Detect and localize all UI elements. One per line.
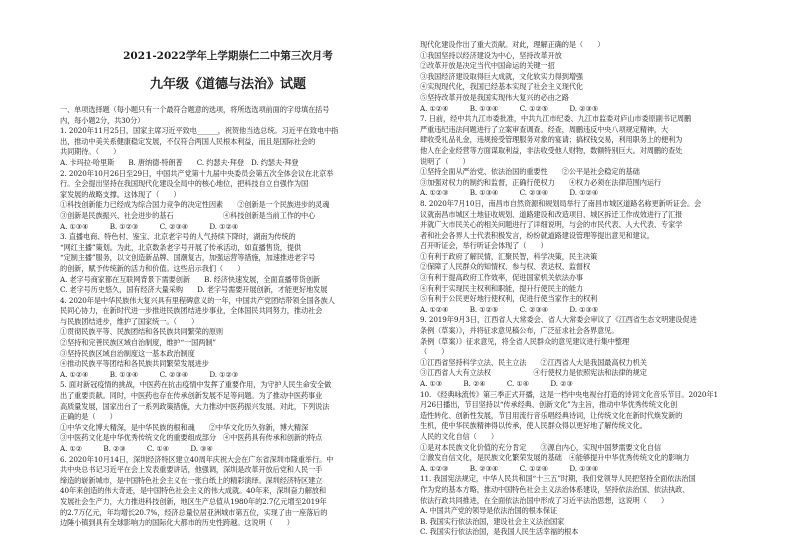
text-line: 作为党的基本方略，推动中国特色社会主义法治体系建设，坚持依法治国、依法执政、 [420, 484, 690, 494]
text-line: A. 卡玛拉·哈里斯 B. 唐纳德·特朗普 C. 约瑟夫·拜登 D. 约瑟夫·拜登 [60, 157, 299, 167]
text-line: A. 中国共产党的领导是依法治国的根本保证 [420, 506, 558, 516]
text-line: 的2.7万亿元，年均增长20.7%，经济总量位居亚洲城市第五位，实现了由一座落后的 [60, 507, 328, 517]
text-line: ③我国经济建设取得巨大成就，文化软实力得到增强 [420, 71, 584, 81]
text-line: 11. 我国宪法规定，中华人民共和国“十三五”时期，我们党领导人民把坚持全面依法治国 [420, 474, 696, 484]
text-line: 5. 面对新冠疫情的挑战，中医药在抗击疫情中发挥了重要作用，为守护人民生命安全做 [60, 380, 332, 390]
text-line: ③中医药文化是中华优秀传统文化的重要组成部分 ④中医药具有传承和创新的特点 [60, 433, 323, 443]
text-line: A. ①②④ B. ①②⑤ C. ②③④ D. ①③⑤ [420, 304, 599, 314]
text-line: ①是对本民族文化价值的充分肯定 ③源自内心，实现中国梦需要文化自信 [420, 442, 661, 452]
text-line: 他人在企业经营等方面谋取利益，非法收受他人财物，数额特别巨大。对周鹏的查处 [420, 145, 683, 155]
text-line: ⑤有利于公民更好地行使权利，促进行使当家作主的权利 [420, 294, 598, 304]
text-line: “定制主播”服务，以文创造新品牌、国潮复古，加强运营等措施，加速推进老字号 [60, 253, 316, 263]
text-line: 缔造的崭新城市，是中国特色社会主义在一张白纸上的精彩演绎。深圳经济特区建立 [60, 475, 323, 485]
text-line: A. ①②④ B. ①③④ C. ①②⑤ D. ②③⑤ [420, 103, 599, 113]
text-line: ②改革开放是决定当代中国命运的关键一招 [420, 61, 555, 71]
text-line: 出，推动中美关系健康稳定发展，不仅符合两国人民根本利益，而且是国际社会的 [60, 136, 316, 146]
text-line: 肆收受礼品礼金，违规接受管理服务对象的宴请；搞权钱交易，利用职务上的便利为 [420, 135, 683, 145]
text-line: 共同期待。（ ） [60, 147, 121, 157]
text-line: ④实现现代化，我国已经基本实现了社会主义现代化 [420, 82, 584, 92]
text-line: ③创新是民族振兴、社会进步的基石 ④科技创新是当前工作的中心 [60, 210, 316, 220]
text-line: ③坚持民族区域自治制度这一基本政治制度 [60, 348, 195, 358]
text-line: ①我国坚持以经济建设为中心，坚持改革开放 [420, 50, 562, 60]
text-line: 严重违纪违法问题进行了立案审查调查。经查，周鹏违反中央八项规定精神，大 [420, 124, 669, 134]
text-line: 依法行政共同推进，在全面依法治国中形成了习近平法治思想，这说明（ ） [420, 495, 669, 505]
text-line: ③有利于提高政府工作效率，促进国家机关依法办事 [420, 273, 584, 283]
text-line: 生机，使中华民族精神得以传承，使人民群众得以更好地了解传统文化。 [420, 421, 647, 431]
text-line: ①有利于政府了解民情，汇聚民智，科学决策，民主决策 [420, 251, 598, 261]
text-line: 共中央总书记习近平在会上发表重要讲话，他强调，深圳是改革开放后党和人民一手 [60, 465, 323, 475]
text-line: A. ①②③ B. ①③④ C. ②③④ D. ①②④ [420, 188, 599, 198]
text-line: B. 我国实行依法治国，建设社会主义法治国家 [420, 516, 565, 526]
text-line: 造性转化、创新性发展，节目用流行音乐唱经典诗词，让传统文化在新时代焕发新的 [420, 410, 683, 420]
text-line: ④有利于实现民主权利和职能，提升行使民主的能力 [420, 283, 584, 293]
text-line: 高质量发展，国家出台了一系列政策措施，大力推动中医药振兴发展。对此，下列说法 [60, 401, 330, 411]
text-line: 8. 2020年7月10日，南昌市自然资源和规划局举行了南昌市城区道路名称更新听证会。会 [420, 198, 702, 208]
right-text-block [420, 40, 760, 538]
exam-title: 2021-2022学年上学期崇仁二中第三次月考 [123, 50, 333, 62]
text-line: 1. 2020年11月25日，国家主席习近平致电______，祝贺他当选总统。习近平在致电中指 [60, 126, 339, 136]
text-line: 发展社会生产力，大力推进科技创新，地区生产总值从1980年的2.7亿元增至2019年 [60, 496, 327, 506]
text-line: 一、单项选择题（每小题只有一个最符合题意的选项，将所选选项前面的字母填在括号 [60, 105, 330, 114]
text-line: 现代化建设作出了重大贡献。对此，理解正确的是（ ） [420, 40, 605, 49]
text-line: 3. 直播电商、特色村、鉴宝、北京老字号的人气持续下降时，湖南为传统的 [60, 232, 296, 242]
text-line: ⑤坚持改革开放是我国实现伟大复兴的必由之路 [420, 92, 569, 102]
text-line: A. ①②④ B. ①③④ C. ②③④ D. ①②③ [60, 369, 239, 379]
text-line: 的创新，赋予传统新的活力和价值。这些启示我们（ ） [60, 263, 245, 273]
text-line: ①坚持全面从严治党、依法治国的重要性 ②公平是社会稳定的基础 [420, 167, 640, 177]
text-line: 议就南昌市城区土地征收规划、道路建设和改造项目、城区拆迁工作成效进行了汇报 [420, 209, 683, 219]
text-line: ②激发自信文化，是民族文化繁荣发展的基础 ④能够提升中华优秀传统文化的影响力 [420, 453, 690, 463]
text-line: 人民的文化自信（ ） [420, 431, 498, 441]
left-column [58, 0, 398, 560]
text-line: A. ①② B. ②③ C. ①④ D. ③④ [60, 444, 213, 453]
text-line: 行。全会提出坚持在我国现代化建设全局中的核心地位，把科技自立自强作为国 [60, 179, 309, 189]
text-line: 边陲小镇到具有全球影响力的国际化大都市的历史性跨越。这说明（ ） [60, 518, 294, 528]
text-line: 条例（草案）》，并将征求意见稿公布，广泛征求社会各界意见。 [420, 326, 619, 336]
text-line: 者和社会各界人士代表积极发言，纷纷就道路建设管理等提出意见和建议。 [420, 230, 654, 240]
text-line: 说明了（ ） [420, 156, 470, 166]
right-column [420, 0, 760, 560]
text-line: 召开听证会，举行听证会体现了（ ） [420, 241, 548, 251]
text-line: A. ①②③ B. ②③④ C. ①②④ D. ①③④ [420, 463, 599, 473]
text-line: 月26日播出，节目坚持以“传承经典、创新文化”为主旨，推动中华优秀传统文化创 [420, 400, 678, 410]
text-line: “网红主播”策划。为此，北京数条老字号开展了传承活动，如直播售货，提供 [60, 242, 302, 252]
text-line: 正确的是（ ） [60, 412, 117, 422]
text-line: ②保障了人民群众的知情权、参与权、表达权、监督权 [420, 262, 591, 272]
text-line: ①中华文化博大精深，是中华民族的根和魂 ②中华文化历久弥新，博大精深 [60, 422, 309, 432]
text-line: A. ①③④ B. ①②③ C. ②③④ D. ①②④ [60, 221, 239, 231]
text-line: ④推动民族平等团结和各民族共同繁荣发展进步 [60, 359, 209, 369]
text-line: ③江西省人大有立法权 ④行使权力是依照宪法和法律的规定 [420, 368, 647, 378]
text-line: ②坚持和完善民族区域自治制度，维护“一国两制” [60, 338, 216, 348]
text-line: C. 老字号历史悠久，国有经济大量采购 D. 老字号需要开展创新，才能更好地发展 [60, 285, 328, 295]
text-line: 出了重要贡献。同时，中医药也存在传承创新发展不足等问题。为了推动中医药事业 [60, 391, 323, 401]
text-line: 内，每小题2分，共30分） [60, 115, 145, 125]
text-line: 7. 日前，经中共九江市委批准，中共九江市纪委、九江市监委对庐山市委原副书记周鹏 [420, 114, 692, 124]
text-line: ①江西省坚持科学立法、民主立法 ②江西省人大是我国最高权力机关 [420, 357, 647, 367]
text-line: 10. 《经典咏流传》第三季正式开播，这是一档中央电视台打造的诗词文化音乐节目。2020年1 [420, 389, 718, 399]
text-line: 2. 2020年10月26日至29日，中国共产党第十九届中央委员会第五次全体会议在北京举 [60, 168, 334, 178]
text-line: 4. 2020年是中华民族伟大复兴具有里程碑意义的一年，中国共产党团结带领全国各族人 [60, 295, 335, 305]
text-line: 9. 2019年9月3日，江西省人大常委会、省人大常委会审议了《江西省生态文明建设促进 [420, 315, 697, 325]
text-line: 6. 2020年10月14日，深圳经济特区建立40周年庆祝大会在广东省深圳市隆重举行。中 [60, 454, 334, 464]
left-text-block [58, 105, 398, 529]
exam-subtitle: 九年级《道德与法治》试题 [149, 77, 306, 92]
text-line: A. 老字号商家都在互联网背景下需要创新 B. 经济快速发展，全面直播带货创新 [60, 274, 320, 284]
text-line: C. 我国实行依法治国，是我国人民生活幸福的根本 [420, 527, 579, 537]
text-line: ①科技创新能力已经成为综合国力竞争的决定性因素 ②创新是一个民族进步的灵魂 [60, 200, 330, 210]
text-line: （ ） [420, 347, 449, 357]
text-line: 家发展的战略支撑。这体现了（ ） [60, 189, 181, 199]
text-line: 民同心协力，在新时代进一步推进民族团结进步事业，全体国民共同努力，推动社会 [60, 306, 323, 316]
text-line: 与民族团结进步，维护了国家统一。（ ） [60, 316, 199, 326]
text-line: 40年来创造的伟大奇迹，是中国特色社会主义的伟大成就。40年来，深圳奋力解放和 [60, 486, 326, 496]
text-line: A. ①③ B. ②④ C. ①④ D. ②③ [420, 379, 573, 388]
text-line: ①贯彻民族平等、民族团结和各民族共同繁荣的原则 [60, 327, 224, 337]
text-line: 条例（草案）》征求意见，将全省人民群众的意见建议进行集中整理 [420, 336, 630, 346]
text-line: ③加强对权力的制约和监督，正确行使权力 ④权力必须在法律范围内运行 [420, 177, 661, 187]
text-line: 并就广大市民关心的相关问题进行了详细说明，与会的市民代表、人大代表、专家学 [420, 220, 683, 230]
